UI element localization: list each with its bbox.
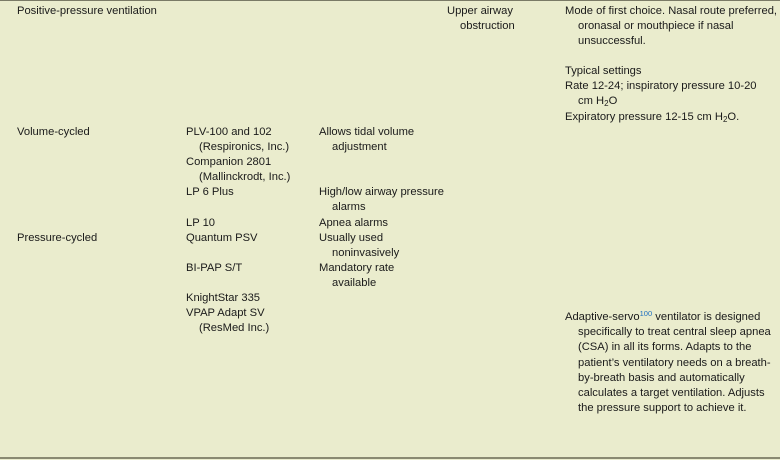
volume-device-1: PLV-100 and 102 (Respironics, Inc.) — [186, 126, 290, 154]
table-top-rule — [0, 0, 780, 1]
table-bottom-rule — [0, 457, 780, 459]
pressure-type-cell: Pressure-cycled — [17, 232, 98, 244]
ppv-comment-2: Typical settings — [565, 65, 642, 77]
volume-type-cell: Volume-cycled — [17, 126, 90, 138]
pressure-comment: Adaptive-servo$^{100}$ ventilator is designed specifically to treat central sleep apnea (CSA) in all its forms. Adapts to the patient’s ventilatory needs on a breath-by-breath basis and automatically calculates a target ventilation. Adjusts the pressure support to achieve it. — [565, 309, 771, 415]
ppv-comment-4: Expiratory pressure 12-15 cm $H_2O$. — [565, 111, 740, 124]
volume-feature-2: High/low airway pressure alarms — [319, 186, 444, 214]
volume-device-2: Companion 2801 (Mallinckrodt, Inc.) — [186, 156, 291, 184]
volume-feature-3: Apnea alarms — [319, 217, 389, 229]
volume-device-4: LP 10 — [186, 217, 216, 229]
pressure-device-4: VPAP Adapt SV (ResMed Inc.) — [186, 307, 270, 335]
ppv-type-cell: Positive-pressure ventilation — [17, 5, 157, 17]
ppv-indication-cell: Upper airway obstruction — [447, 5, 515, 33]
pressure-device-1: Quantum PSV — [186, 232, 258, 244]
pressure-feature-2: Mandatory rate available — [319, 262, 395, 290]
pressure-device-3: KnightStar 335 — [186, 292, 261, 304]
pressure-device-2: BI-PAP S/T — [186, 262, 243, 274]
pressure-feature-1: Usually used noninvasively — [319, 232, 400, 260]
ppv-comment-3: Rate 12-24; inspiratory pressure 10-20 cm $H_2O$ — [565, 80, 757, 109]
volume-feature-1: Allows tidal volume adjustment — [319, 126, 415, 154]
ppv-comment-1: Mode of first choice. Nasal route preferred, oronasal or mouthpiece if nasal unsuccessful. — [565, 5, 778, 48]
reference-superscript[interactable]: 100 — [639, 309, 653, 318]
volume-device-3: LP 6 Plus — [186, 186, 234, 198]
